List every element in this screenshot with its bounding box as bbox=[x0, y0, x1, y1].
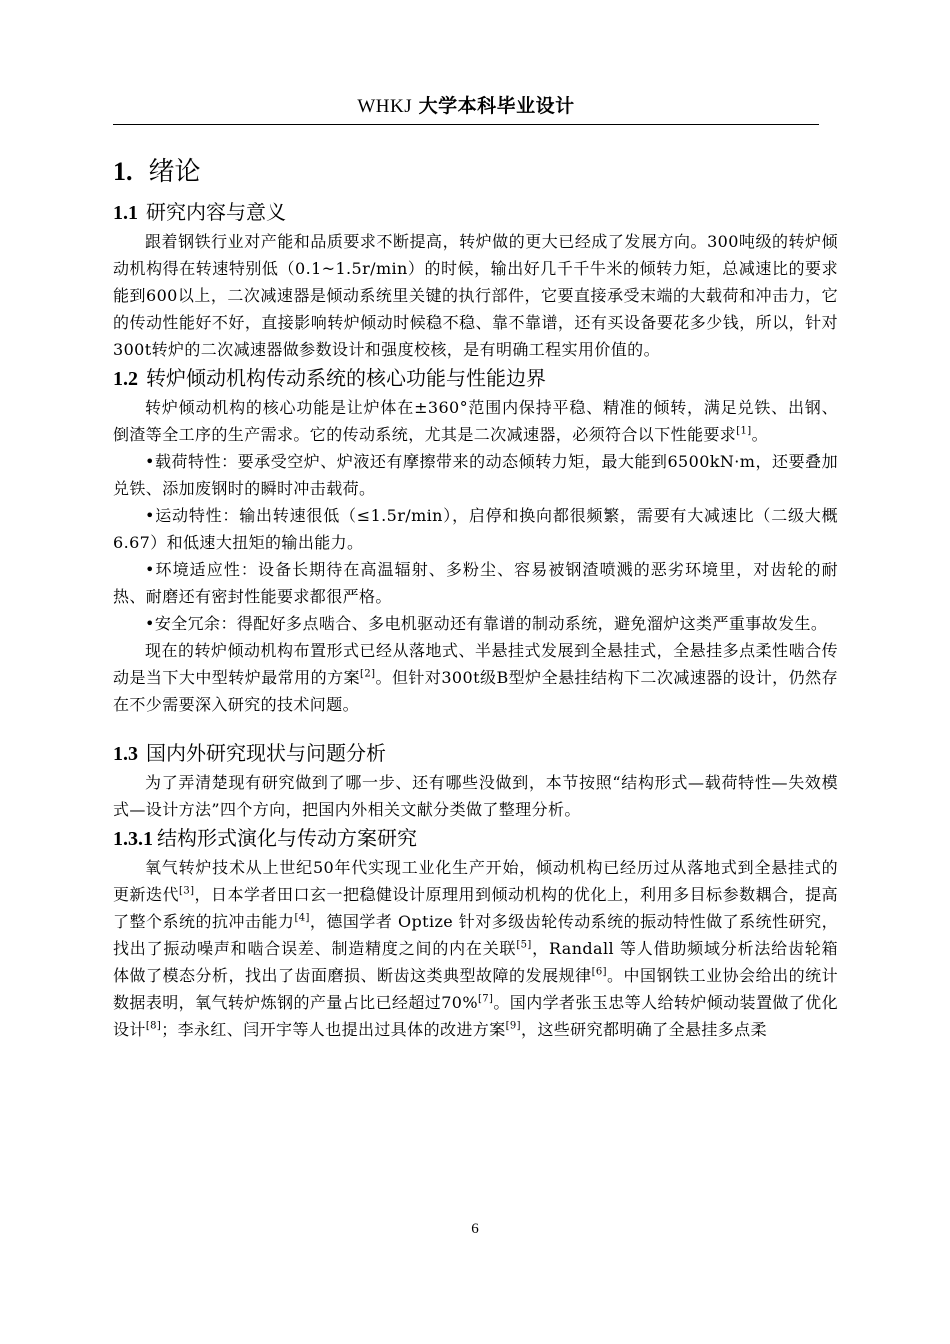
chapter-title: 绪论 bbox=[148, 157, 201, 187]
header-title: 大学本科毕业设计 bbox=[418, 95, 575, 117]
paragraph-text: 。国内学者张玉忠等人给转炉倾动装置做了优化设计 bbox=[113, 993, 838, 1039]
section-title: 转炉倾动机构传动系统的核心功能与性能边界 bbox=[146, 366, 546, 390]
citation: [6] bbox=[591, 966, 607, 978]
spacer bbox=[113, 718, 838, 738]
paragraph-text: ；李永红、闫开宇等人也提出过具体的改进方案 bbox=[161, 1020, 506, 1039]
paragraph bbox=[113, 394, 838, 448]
citation: [7] bbox=[477, 993, 494, 1005]
subsection-title: 结构形式演化与传动方案研究 bbox=[157, 826, 417, 850]
paragraph-text: 现在的转炉倾动机构布置形式已经从落地式、半悬挂式发展到全悬挂式，全悬挂多点柔性啮合传动是当下大中型转炉最常用的方案 bbox=[113, 641, 838, 687]
section-title: 研究内容与意义 bbox=[146, 200, 286, 224]
section-number: 1.2 bbox=[113, 368, 138, 390]
paragraph bbox=[113, 854, 838, 1043]
subsection-number: 1.3.1 bbox=[113, 828, 153, 850]
bullet-motion: •运动特性：输出转速很低（≤1.5r/min），启停和换向都很频繁，需要有大减速比（二级大概6.67）和低速大扭矩的输出能力。 bbox=[113, 506, 838, 552]
section-heading-1-2 bbox=[113, 363, 838, 394]
paragraph-text: ，德国学者 Optize 针对多级齿轮传动系统的振动特性做了系统性研究，找出了振动噪声和啮合误差、制造精度之间的内在关联 bbox=[113, 912, 838, 958]
citation: [2] bbox=[360, 668, 376, 680]
subsection-heading-1-3-1 bbox=[113, 823, 838, 854]
section-heading-1-3 bbox=[113, 738, 838, 769]
section-heading-1-1 bbox=[113, 197, 838, 228]
chapter-heading bbox=[113, 155, 838, 189]
section-number: 1.3 bbox=[113, 743, 138, 765]
bullet-load: •载荷特性：要承受空炉、炉液还有摩擦带来的动态倾转力矩，最大能到6500kN·m，还要叠加兑铁、添加废钢时的瞬时冲击载荷。 bbox=[113, 452, 838, 498]
chapter-number: 1. bbox=[113, 157, 133, 186]
running-header bbox=[113, 94, 819, 119]
paragraph-text: ，日本学者田口玄一把稳健设计原理用到倾动机构的优化上，利用多目标参数耦合，提高了整个系统的抗冲击能力 bbox=[113, 885, 838, 931]
paragraph bbox=[113, 637, 838, 718]
citation: [1] bbox=[736, 425, 752, 437]
citation: [3] bbox=[179, 885, 195, 897]
paragraph-text: 氧气转炉技术从上世纪50年代实现工业化生产开始，倾动机构已经历过从落地式到全悬挂式的更新迭代 bbox=[113, 858, 838, 904]
section-number: 1.1 bbox=[113, 202, 138, 224]
paragraph-text: 。中国钢铁工业协会给出的统计数据表明，氧气转炉炼钢的产量占比已经超过70% bbox=[113, 966, 838, 1012]
section-title: 国内外研究现状与问题分析 bbox=[146, 741, 386, 765]
bullet-environment: •环境适应性：设备长期待在高温辐射、多粉尘、容易被钢渣喷溅的恶劣环境里，对齿轮的耐热、耐磨还有密封性能要求都很严格。 bbox=[113, 560, 838, 606]
paragraph-text: ，这些研究都明确了全悬挂多点柔 bbox=[520, 1020, 767, 1039]
paragraph-text: ，Randall 等人借助频域分析法给齿轮箱体做了模态分析，找出了齿面磨损、断齿这类典型故障的发展规律 bbox=[113, 939, 838, 985]
paragraph-text: 。 bbox=[751, 425, 768, 444]
header-org: WHKJ bbox=[357, 96, 413, 117]
citation: [5] bbox=[516, 939, 532, 951]
paragraph-text: 转炉倾动机构的核心功能是让炉体在±360°范围内保持平稳、精准的倾转，满足兑铁、出钢、倒渣等全工序的生产需求。它的传动系统，尤其是二次减速器，必须符合以下性能要求 bbox=[113, 398, 838, 444]
paragraph: 跟着钢铁行业对产能和品质要求不断提高，转炉做的更大已经成了发展方向。300吨级的转炉倾动机构得在转速特别低（0.1~1.5r/min）的时候，输出好几千千牛米的倾转力矩，总减速比的要求能到600以上，二次减速器是倾动系统里关键的执行部件，它要直接承受末端的大载荷和冲击力，它的传动性能好不好，直接影响转炉倾动时候稳不稳、靠不靠谱，还有买设备要花多少钱，所以，针对300t转炉的二次减速器做参数设计和强度校核，是有明确工程实用价值的。 bbox=[113, 232, 838, 359]
paragraph-text: 。但针对300t级B型炉全悬挂结构下二次减速器的设计，仍然存在不少需要深入研究的技术问题。 bbox=[113, 668, 838, 714]
header-divider bbox=[113, 124, 819, 125]
bullet-safety: •安全冗余：得配好多点啮合、多电机驱动还有靠谱的制动系统，避免溜炉这类严重事故发生。 bbox=[145, 614, 828, 633]
citation: [4] bbox=[294, 912, 310, 924]
main-content bbox=[113, 155, 838, 1043]
page-number: 6 bbox=[471, 1221, 479, 1237]
citation: [9] bbox=[505, 1020, 521, 1032]
paragraph: 为了弄清楚现有研究做到了哪一步、还有哪些没做到，本节按照“结构形式—载荷特性—失效模式—设计方法”四个方向，把国内外相关文献分类做了整理分析。 bbox=[113, 773, 838, 819]
citation: [8] bbox=[145, 1020, 162, 1032]
